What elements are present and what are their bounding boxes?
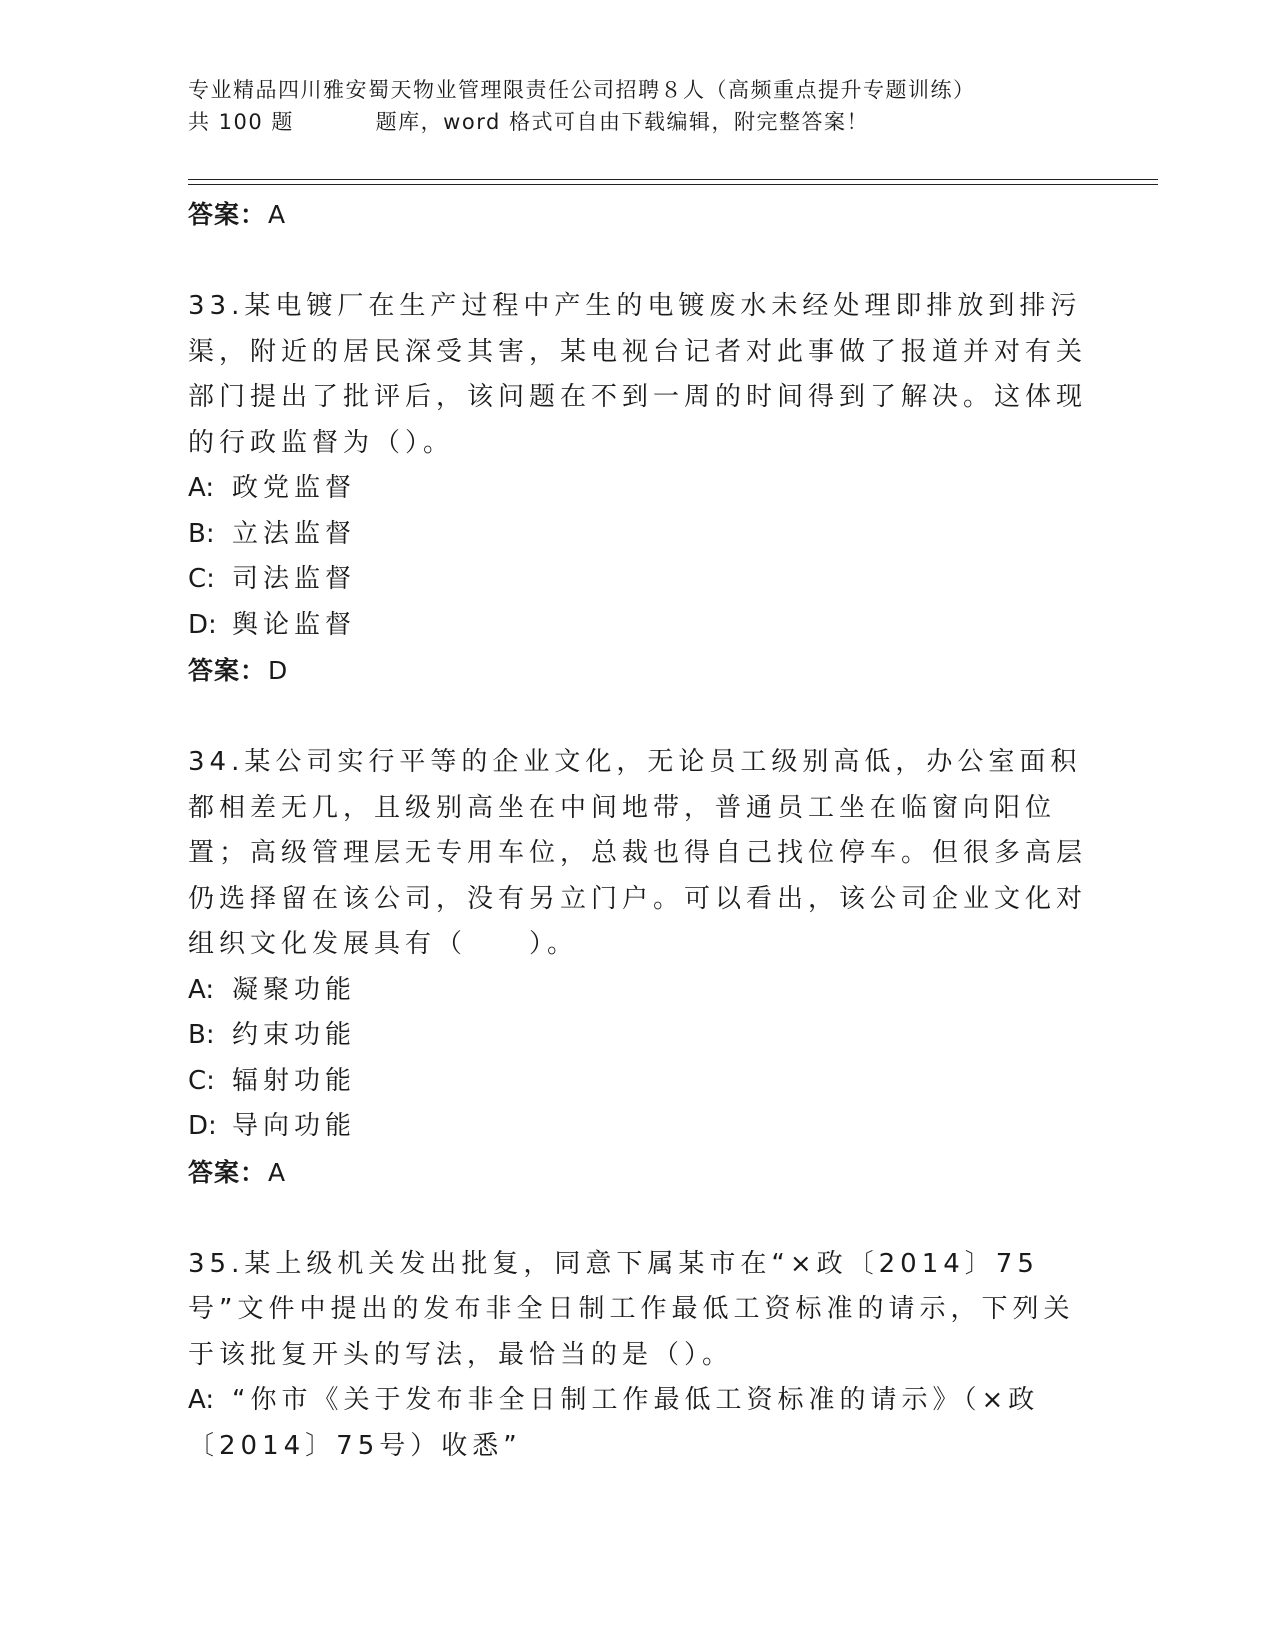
answer-label: 答案： [188,200,267,229]
answer-label: 答案： [188,656,267,685]
answer-value: D [268,656,289,685]
option-letter: D: [188,1111,217,1141]
option-c [188,1059,1088,1105]
option-b [188,512,1088,558]
option-a [188,466,1088,512]
option-text: “你市《关于发布非全日制工作最低工资标准的请示》（×政〔2014〕75号）收悉” [188,1385,1040,1461]
option-d [188,603,1088,649]
question-block [188,1242,1088,1470]
option-text: 导向功能 [232,1111,357,1141]
option-letter: B: [188,1020,215,1050]
option-letter: A: [188,974,215,1005]
question-block [188,740,1088,1196]
answer-value: A [268,200,287,229]
option-c [188,557,1088,603]
document-body [188,192,1088,1469]
option-d [188,1104,1088,1150]
answer-line [188,192,1088,238]
answer-value: A [268,1157,287,1187]
question-text: 33.某电镀厂在生产过程中产生的电镀废水未经处理即排放到排污渠，附近的居民深受其害，某电视台记者对此事做了报道并对有关部门提出了批评后，该问题在不到一周的时间得到了解决。这体现的行政监督为（）。 [188,291,1088,458]
spacer [188,238,1088,284]
option-letter: D: [188,609,217,640]
question-text: 34.某公司实行平等的企业文化，无论员工级别高低，办公室面积都相差无几，且级别高坐在中间地带，普通员工坐在临窗向阳位置；高级管理层无专用车位，总裁也得自己找位停车。但很多高层仍选择留在该公司，没有另立门户。可以看出，该公司企业文化对组织文化发展具有（ ）。 [188,747,1088,959]
option-text: 约束功能 [232,1020,357,1050]
option-text: 司法监督 [232,564,357,594]
spacer [188,694,1088,740]
option-a [188,968,1088,1014]
option-text: 政党监督 [232,473,357,503]
answer-line [188,1150,1088,1196]
option-a [188,1378,1088,1469]
answer-label: 答案： [188,1157,267,1187]
option-letter: B: [188,518,215,549]
page-header [188,74,1088,138]
option-letter: A: [188,473,215,503]
header-subtitle: 共 100 题 题库，word 格式可自由下载编辑，附完整答案！ [188,110,869,134]
option-letter: C: [188,564,215,594]
header-title: 专业精品四川雅安蜀天物业管理限责任公司招聘８人（高频重点提升专题训练） [188,78,976,102]
option-text: 舆论监督 [232,609,357,640]
option-letter: C: [188,1065,215,1096]
option-letter: A: [188,1385,215,1415]
header-divider-bottom [188,184,1158,185]
spacer [188,1196,1088,1242]
answer-line [188,648,1088,694]
option-text: 立法监督 [232,518,357,549]
option-b [188,1013,1088,1059]
header-divider-top [188,179,1158,180]
question-text: 35.某上级机关发出批复，同意下属某市在“×政〔2014〕75号”文件中提出的发布非全日制工作最低工资标准的请示，下列关于该批复开头的写法，最恰当的是（）。 [188,1248,1075,1370]
question-block [188,284,1088,694]
option-text: 辐射功能 [232,1065,357,1096]
option-text: 凝聚功能 [232,974,357,1005]
